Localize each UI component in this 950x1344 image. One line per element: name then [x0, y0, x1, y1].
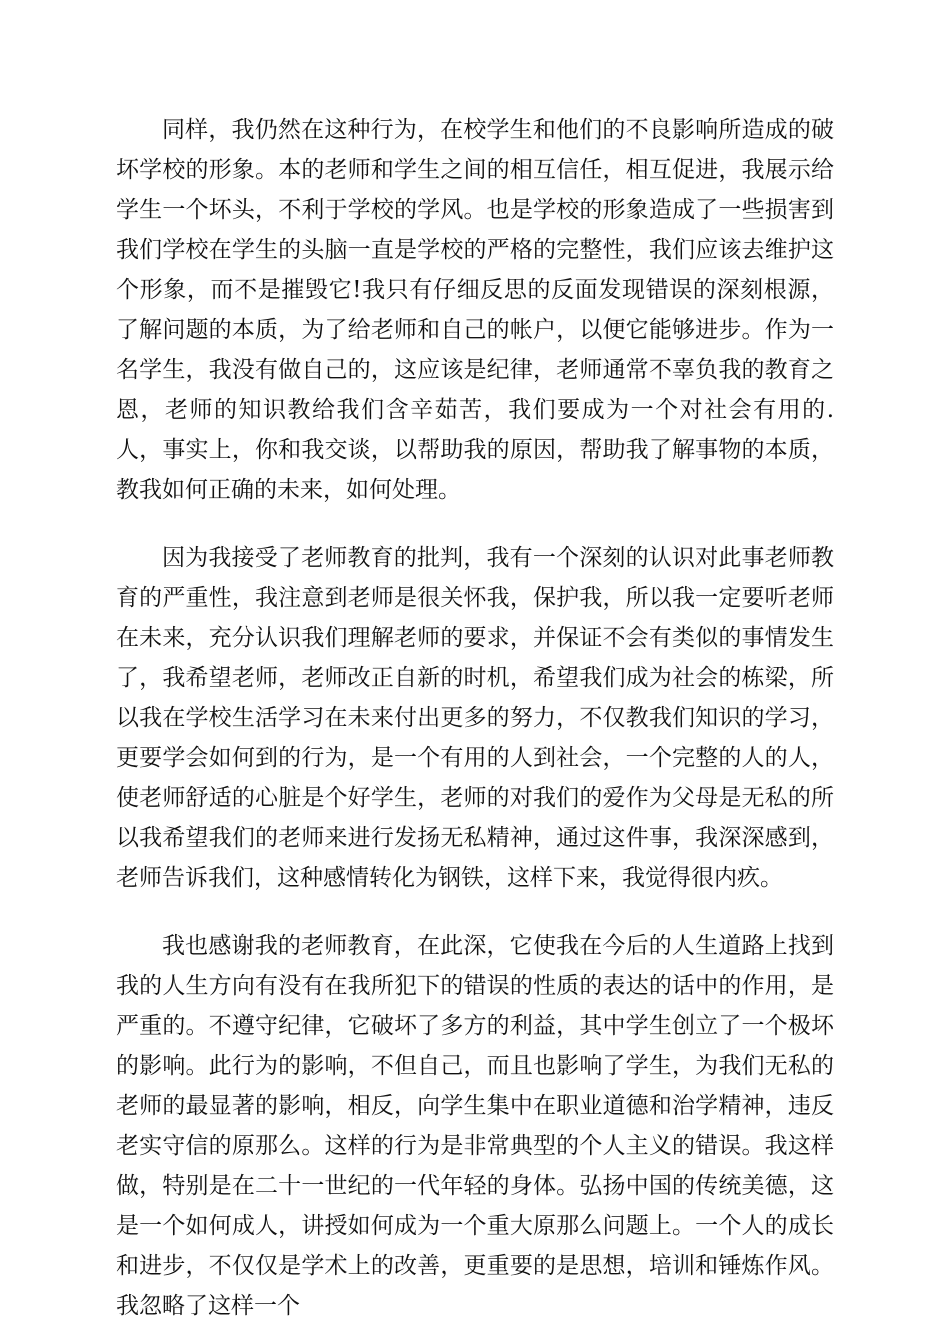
paragraph-1: 同样，我仍然在这种行为，在校学生和他们的不良影响所造成的破坏学校的形象。本的老师和学生之间的相互信任，相互促进，我展示给学生一个坏头，不利于学校的学风。也是学校的形象造成了一些损害到我们学校在学生的头脑一直是学校的严格的完整性，我们应该去维护这个形象，而不是摧毁它!我只有仔细反思的反面发现错误的深刻根源，了解问题的本质，为了给老师和自己的帐户，以便它能够进步。作为一名学生，我没有做自己的，这应该是纪律，老师通常不辜负我的教育之恩，老师的知识教给我们含辛茹苦，我们要成为一个对社会有用的.人，事实上，你和我交谈，以帮助我的原因，帮助我了解事物的本质，教我如何正确的未来，如何处理。 [116, 117, 834, 503]
paragraph-2: 因为我接受了老师教育的批判，我有一个深刻的认识对此事老师教育的严重性，我注意到老师是很关怀我，保护我，所以我一定要听老师在未来，充分认识我们理解老师的要求，并保证不会有类似的事情发生了，我希望老师，老师改正自新的时机，希望我们成为社会的栋梁，所以我在学校生活学习在未来付出更多的努力，不仅教我们知识的学习，更要学会如何到的行为，是一个有用的人到社会，一个完整的人的人，使老师舒适的心脏是个好学生，老师的对我们的爱作为父母是无私的所以我希望我们的老师来进行发扬无私精神，通过这件事，我深深感到，老师告诉我们，这种感情转化为钢铁，这样下来，我觉得很内疚。 [116, 545, 834, 891]
paragraph-3: 我也感谢我的老师教育，在此深，它使我在今后的人生道路上找到我的人生方向有没有在我所犯下的错误的性质的表达的话中的作用，是严重的。不遵守纪律，它破坏了多方的利益，其中学生创立了一个极坏的影响。此行为的影响，不但自己，而且也影响了学生，为我们无私的老师的最显著的影响，相反，向学生集中在职业道德和治学精神，违反老实守信的原那么。这样的行为是非常典型的个人主义的错误。我这样做，特别是在二十一世纪的一代年轻的身体。弘扬中国的传统美德，这是一个如何成人，讲授如何成为一个重大原那么问题上。一个人的成长和进步，不仅仅是学术上的改善，更重要的是思想，培训和锤炼作风。我忽略了这样一个 [116, 933, 834, 1319]
document-body [116, 110, 834, 1326]
